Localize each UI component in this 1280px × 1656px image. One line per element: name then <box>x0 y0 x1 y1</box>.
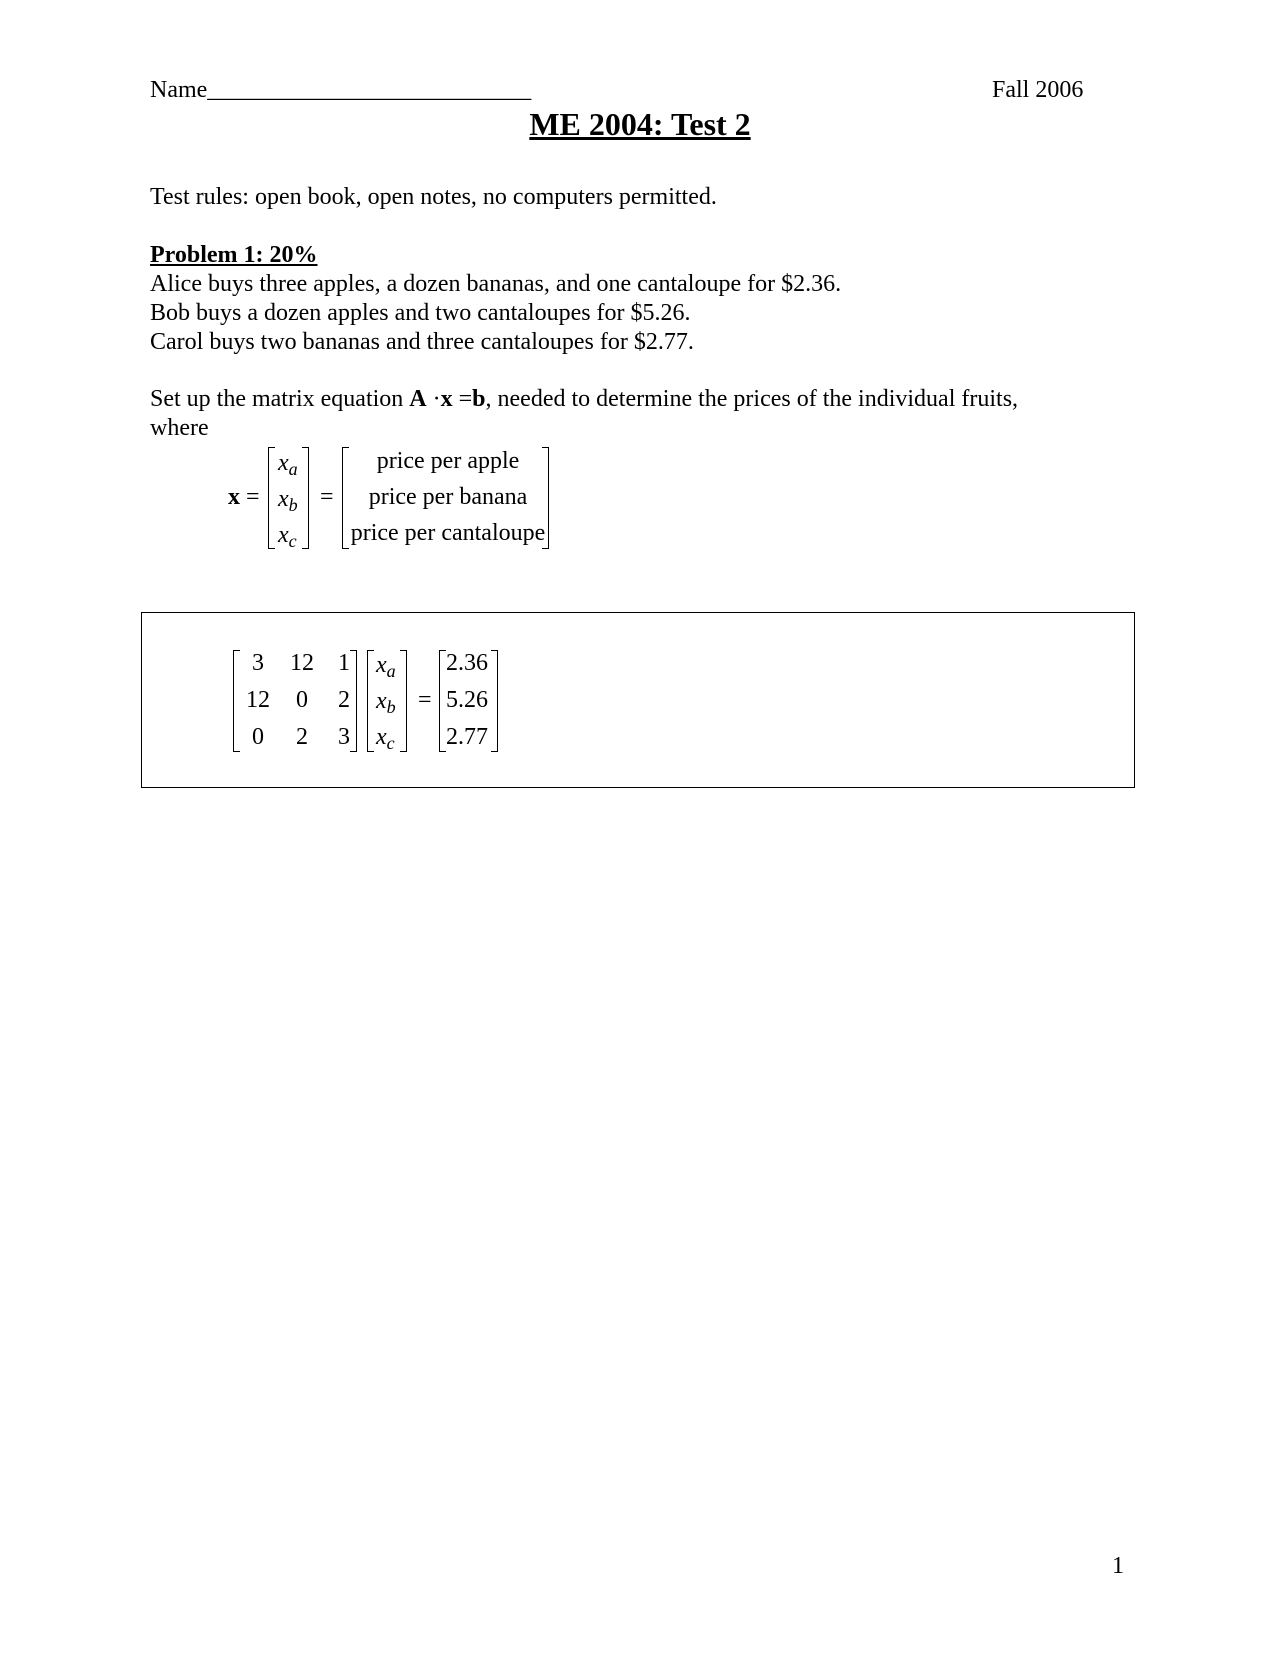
x-a-element: $x_a$ <box>278 450 298 480</box>
matrix-cell: 3 <box>252 650 264 676</box>
test-rules: Test rules: open book, open notes, no computers permitted. <box>150 184 717 210</box>
vector-x-label: x <box>228 484 240 510</box>
setup-text-before: Set up the matrix equation <box>150 386 410 412</box>
bracket-left <box>367 650 374 752</box>
matrix-cell: 12 <box>290 650 314 676</box>
problem-1-line-alice: Alice buys three apples, a dozen bananas, and one cantaloupe for $2.36. <box>150 271 842 297</box>
name-field-label: Name___________________________ <box>150 77 532 103</box>
price-per-apple: price per apple <box>376 448 520 474</box>
equals-sign: = <box>320 484 334 510</box>
matrix-A-symbol: A <box>409 386 427 412</box>
semester-label: Fall 2006 <box>992 77 1084 103</box>
problem-1-heading: Problem 1: 20% <box>150 242 318 268</box>
b-vector-cell: 2.36 <box>446 650 488 676</box>
page-number: 1 <box>1112 1553 1124 1579</box>
x-b-element: $x_b$ <box>376 688 396 718</box>
matrix-cell: 2 <box>296 724 308 750</box>
matrix-cell: 1 <box>338 650 350 676</box>
equals-sign: = <box>246 484 260 510</box>
matrix-cell: 12 <box>246 687 270 713</box>
bracket-right <box>350 650 357 752</box>
vector-x-symbol: x <box>440 386 453 412</box>
price-per-cantaloupe: price per cantaloupe <box>350 520 546 546</box>
bracket-left <box>439 650 446 752</box>
bracket-right <box>400 650 407 752</box>
bracket-right <box>302 447 309 549</box>
bracket-right <box>491 650 498 752</box>
price-per-banana: price per banana <box>368 484 528 510</box>
b-vector-cell: 5.26 <box>446 687 488 713</box>
x-b-element: $x_b$ <box>278 486 298 516</box>
setup-instruction <box>150 385 1018 414</box>
problem-1-line-carol: Carol buys two bananas and three cantaloupes for $2.77. <box>150 329 694 355</box>
matrix-cell: 0 <box>252 724 264 750</box>
matrix-cell: 2 <box>338 687 350 713</box>
page-title: ME 2004: Test 2 <box>529 106 751 142</box>
where-label: where <box>150 415 209 441</box>
equals-sign: = <box>452 386 473 412</box>
matrix-cell: 0 <box>296 687 308 713</box>
x-a-element: $x_a$ <box>376 652 396 682</box>
answer-box <box>141 612 1135 788</box>
x-c-element: $x_c$ <box>376 724 395 754</box>
vector-b-symbol: b <box>472 386 486 412</box>
matrix-cell: 3 <box>338 724 350 750</box>
setup-text-after: , needed to determine the prices of the individual fruits, <box>485 386 1019 412</box>
problem-1-line-bob: Bob buys a dozen apples and two cantaloupes for $5.26. <box>150 300 691 326</box>
dot-operator: · <box>426 386 441 412</box>
x-c-element: $x_c$ <box>278 522 297 552</box>
bracket-right <box>542 447 549 549</box>
bracket-left <box>233 650 240 752</box>
equals-sign: = <box>418 687 432 713</box>
b-vector-cell: 2.77 <box>446 724 488 750</box>
bracket-left <box>342 447 349 549</box>
bracket-left <box>268 447 275 549</box>
